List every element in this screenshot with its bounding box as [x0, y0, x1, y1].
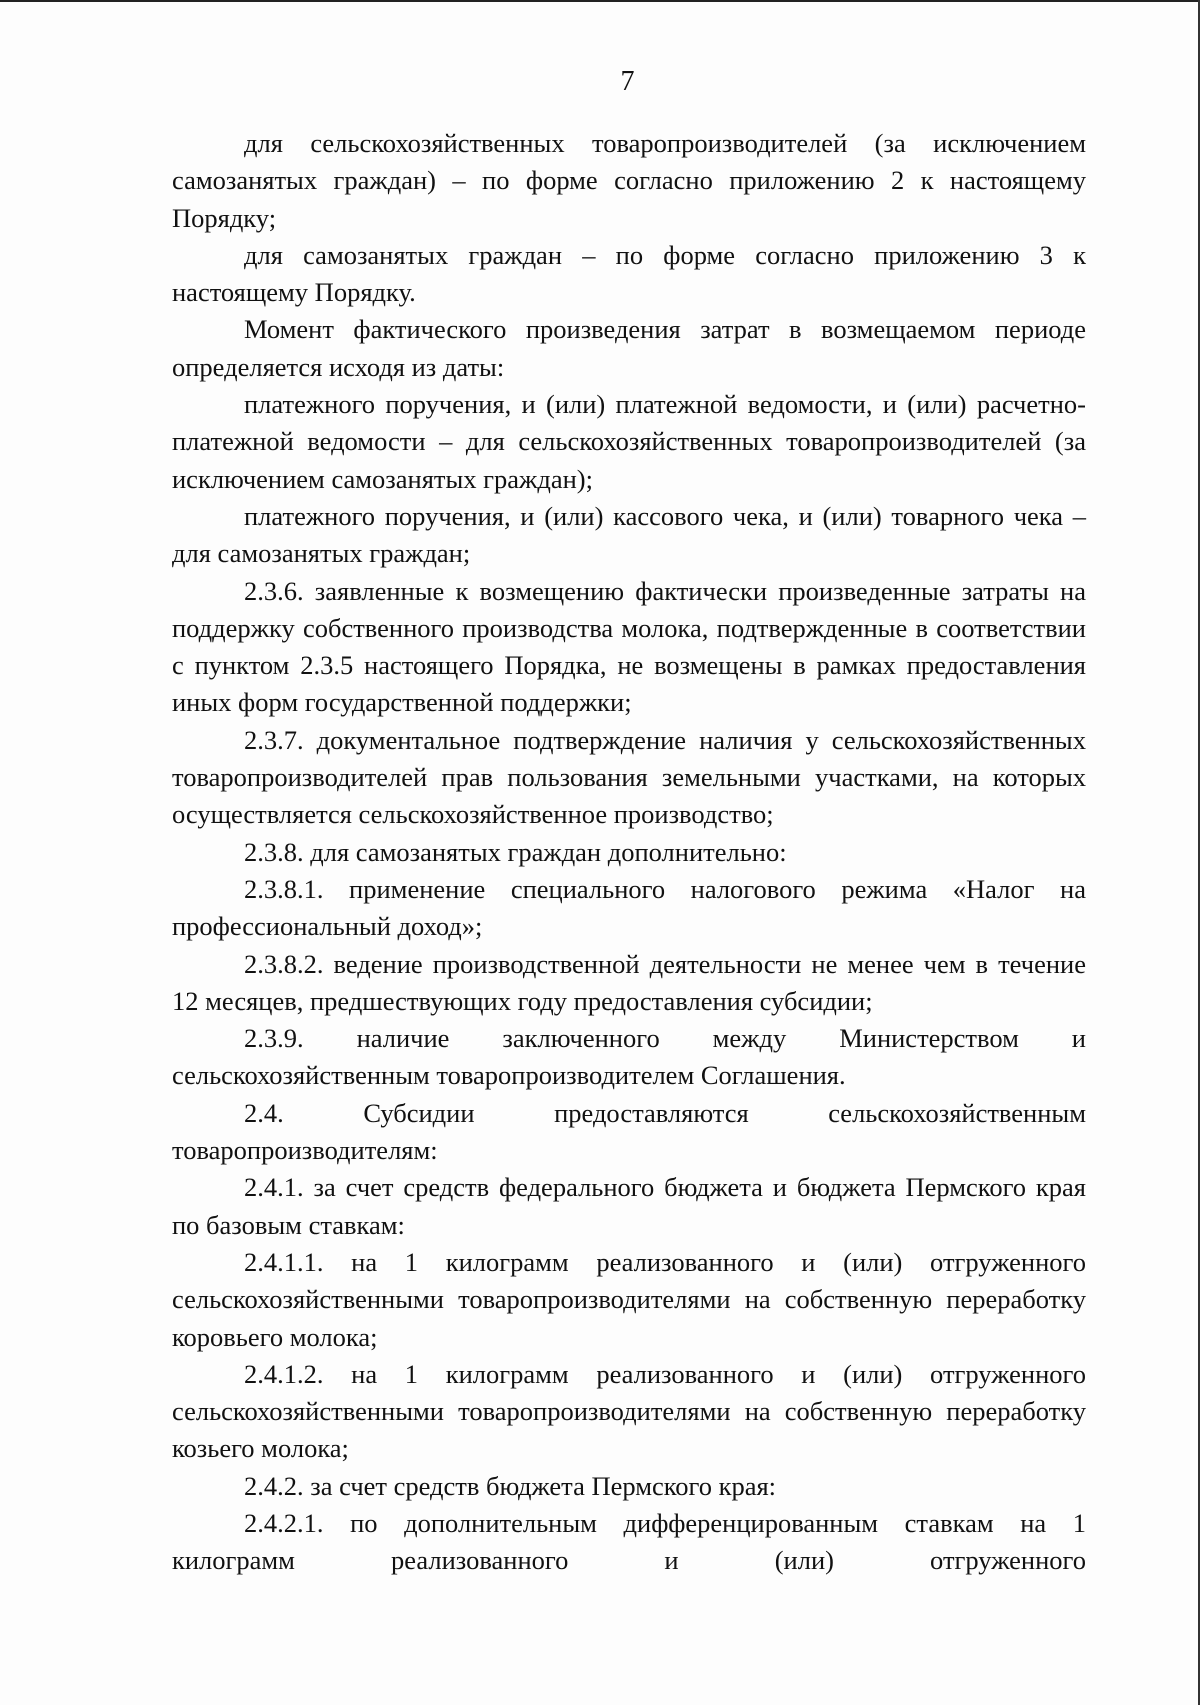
document-body [172, 125, 1086, 1580]
scan-top-edge [0, 0, 1200, 2]
paragraph: 2.4.1.2. на 1 килограмм реализованного и (или) отгруженного сельскохозяйственными товаропроизводителями на собственную переработку козьего молока; [172, 1358, 1086, 1464]
paragraph: 2.3.9. наличие заключенного между Министерством и сельскохозяйственным товаропроизводителем Соглашения. [172, 1023, 1086, 1091]
paragraph: 2.3.7. документальное подтверждение наличия у сельскохозяйственных товаропроизводителей прав пользования земельными участками, на которых осуществляется сельскохозяйственное производство; [172, 724, 1086, 830]
paragraph: Момент фактического произведения затрат в возмещаемом периоде определяется исходя из даты: [172, 314, 1086, 382]
paragraph: для сельскохозяйственных товаропроизводителей (за исключением самозанятых граждан) – по форме согласно приложению 2 к настоящему Порядку; [172, 128, 1086, 233]
page-number: 7 [620, 66, 635, 97]
paragraph: для самозанятых граждан – по форме согласно приложению 3 к настоящему Порядку. [172, 239, 1086, 308]
paragraph: 2.4.2.1. по дополнительным дифференцированным ставкам на 1 килограмм реализованного и (или) отгруженного [172, 1507, 1086, 1576]
paragraph: платежного поручения, и (или) платежной ведомости, и (или) расчетно-платежной ведомости – для сельскохозяйственных товаропроизводителей (за исключением самозанятых граждан); [172, 389, 1086, 494]
paragraph: 2.3.6. заявленные к возмещению фактически произведенные затраты на поддержку собственного производства молока, подтвержденные в соответствии с пунктом 2.3.5 настоящего Порядка, не возмещены в рамках предоставления иных форм государственной поддержки; [172, 575, 1086, 718]
paragraph: 2.3.8.1. применение специального налогового режима «Налог на профессиональный доход»; [172, 873, 1086, 942]
paragraph: 2.4. Субсидии предоставляются сельскохозяйственным товаропроизводителям: [172, 1097, 1086, 1166]
paragraph: 2.4.2. за счет средств бюджета Пермского края: [244, 1470, 777, 1501]
paragraph: 2.3.8.2. ведение производственной деятельности не менее чем в течение 12 месяцев, предшествующих году предоставления субсидии; [172, 948, 1086, 1016]
paragraph: 2.4.1. за счет средств федерального бюджета и бюджета Пермского края по базовым ставкам: [172, 1172, 1086, 1240]
paragraph: 2.4.1.1. на 1 килограмм реализованного и (или) отгруженного сельскохозяйственными товаропроизводителями на собственную переработку коровьего молока; [172, 1246, 1086, 1352]
paragraph: 2.3.8. для самозанятых граждан дополнительно: [244, 836, 787, 867]
paragraph: платежного поручения, и (или) кассового чека, и (или) товарного чека – для самозанятых граждан; [172, 500, 1086, 569]
